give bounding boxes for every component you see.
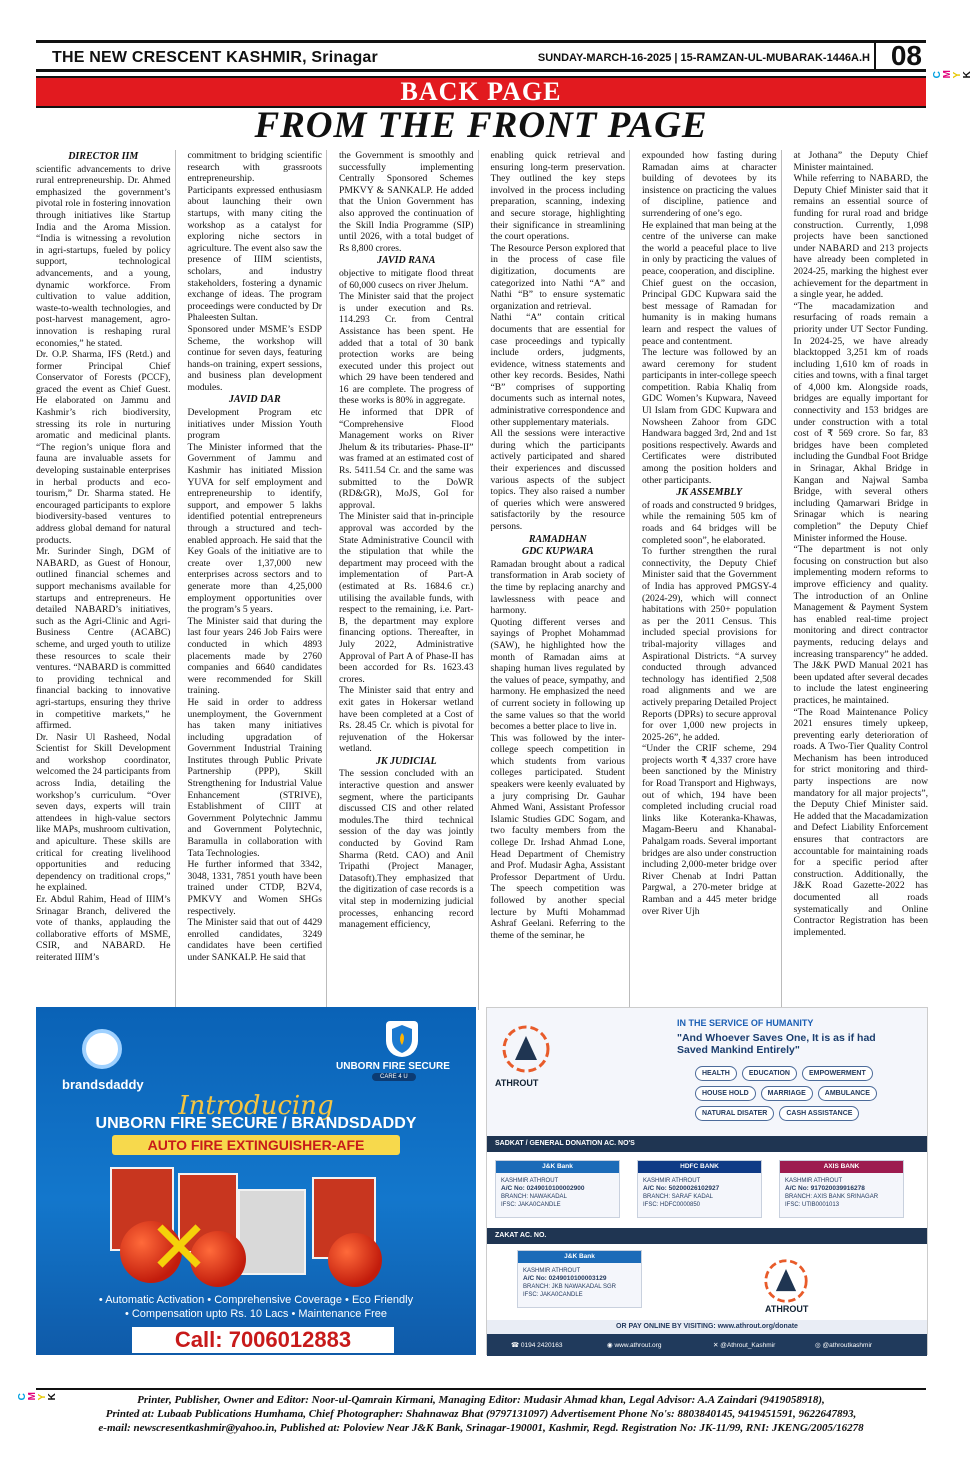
phone-icon: ☎ — [511, 1342, 521, 1349]
article-subhead: GDC KUPWARA — [521, 546, 594, 558]
ad-product: AUTO FIRE EXTINGUISHER-AFE — [112, 1135, 400, 1155]
imprint-line-2: Printed at: Lubaab Publications Humhama, Chief Photographer: Shahnawaz Bhat (9797131097) Advertisement Phone No's: 8803840145, 9419451591, 9622647893, — [105, 1408, 857, 1420]
article-columns — [36, 150, 932, 1010]
product-box — [238, 1189, 306, 1275]
article-paragraph: enabling quick retrieval and ensuring long-term preservation. They outlined the key steps involved in the process including preparation, scanning, indexing and secure storage, highlighting their significance in streamlining the court operations. — [490, 150, 625, 243]
article-subhead: JAVID DAR — [228, 394, 281, 406]
article-paragraph: All the sessions were interactive during which the participants actively participated and shared their experiences and discussed various aspects of the subject topics. They also raised a number of queries which were answered satisfactorily by the resource persons. — [490, 428, 625, 532]
article-subhead: JK JUDICIAL — [375, 755, 437, 767]
zakat-ifsc: IFSC: JAKA0CANDLE — [523, 1292, 583, 1298]
paper-name: THE NEW CRESCENT KASHMIR, Srinagar — [52, 49, 378, 66]
ad-partner: UNBORN FIRE SECURE — [336, 1061, 450, 1072]
article-paragraph: He further informed that 3342, 3048, 1331, 7851 youth have been trained under CTDP, B2V4, PMKVY and Women SHGs respectively. — [187, 859, 322, 917]
athrout-service-line: IN THE SERVICE OF HUMANITY — [677, 1018, 814, 1028]
donate-link[interactable]: OR PAY ONLINE BY VISITING: www.athrout.org/donate — [487, 1320, 927, 1334]
section-title: FROM THE FRONT PAGE — [254, 105, 708, 146]
cmyk-m: M — [942, 70, 953, 79]
bank-card — [495, 1160, 620, 1218]
athrout-ad[interactable] — [486, 1007, 928, 1355]
article-paragraph: “The macadamization and resurfacing of roads remain a priority under UT Sector Funding. In 2024-25, we have already blacktopped 3,251 km of roads including 1,610 km of roads in cities and towns, with a final target of 4,000 km. Alongside roads, bridges are equally important for connectivity and 153 bridges are under construction with a total cost of ₹ 569 crore. So far, 83 bridges have been completed including the Gundbal Foot Bridge in Srinagar, Akhal Bridge in Kangan and Najwal Samba Bridge, with several others including Qamarwari Bridge in Srinagar which is nearing completion” the Deputy Chief Minister informed the House. — [793, 300, 928, 544]
athrout-quote: "And Whoever Saves One, It is as if had Saved Mankind Entirely" — [677, 1032, 876, 1056]
cmyk-y-bottom: Y — [37, 1393, 48, 1401]
article-subhead: JK ASSEMBLY — [676, 487, 743, 499]
service-chip: HOUSE HOLD — [695, 1086, 756, 1101]
service-chip: MARRIAGE — [761, 1086, 813, 1101]
article-paragraph: Development Program etc initiatives under Mission Youth program — [187, 407, 322, 442]
zakat-account-name: KASHMIR ATHROUT — [523, 1268, 581, 1274]
zakat-bank-name: J&K Bank — [518, 1251, 641, 1263]
section-banner-text: BACK PAGE — [400, 77, 562, 106]
x-social-icon: ✕ — [713, 1342, 721, 1349]
article-paragraph: While referring to NABARD, the Deputy Chief Minister said that it remains an essential source of funding for rural road and bridge construction. Currently, 1,098 projects have been sanctioned under NABARD and 213 projects have already been completed in 2024-25, marking the highest ever achievement for the department in a single year, he added. — [793, 173, 928, 301]
service-chip: HEALTH — [695, 1066, 737, 1081]
branch: BRANCH: AXIS BANK SRINAGAR — [785, 1194, 879, 1200]
account-number: A/C No: 917020039916278 — [785, 1185, 865, 1192]
cmyk-y: Y — [952, 71, 963, 79]
article-paragraph: This was followed by the inter-college speech competition in which students from various colleges participated. Student speakers were keenly evaluated by a jury comprising Dr. Gauhar Ahmed Wani, Assistant Professor Islamic Studies GDC Sogam, and two faculty members from the college Dr. Irshad Ahmad Lone, Head Department of Chemistry and Prof. Mudasir Agha, Assistant Professor Department of Urdu. The speech competition was followed by another special lecture by Mufti Mohammad Ashraf Geelani. Referring to the theme of the seminar, he — [490, 732, 625, 941]
product-image — [106, 1167, 406, 1291]
ad-intro: Introducing — [178, 1091, 334, 1121]
service-chip: EMPOWERMENT — [802, 1066, 873, 1081]
service-chip: EDUCATION — [742, 1066, 797, 1081]
article-paragraph: Quoting different verses and sayings of Prophet Mohammad (SAW), he highlighted how the month of Ramadan aims at shaping human lives regulated by the values of peace, sympathy, and harmony. He emphasized the need of current society in following up the same values so that the world becomes a better place to live in. — [490, 616, 625, 733]
article-paragraph: objective to mitigate flood threat of 60,000 cusecs on river Jhelum. — [339, 267, 474, 291]
shield-icon — [386, 1021, 418, 1057]
athrout-header — [487, 1008, 927, 1136]
athrout-brand-bottom: ATHROUT — [765, 1304, 809, 1314]
ad-partner-tag: CARE 4 U — [372, 1073, 416, 1081]
article-paragraph: Sponsored under MSME’s ESDP Scheme, the workshop will continue for seven days, featuring hands-on training, expert sessions, and business plan development modules. — [187, 323, 322, 393]
service-list — [695, 1066, 915, 1121]
article-paragraph: He informed that DPR of “Comprehensive Flood Management works on River Jhelum & its tributaries- Phase-II” was framed at an estimated cost of Rs. 5411.54 Cr. and the same was submitted to the DoWR (RD&GR), MoJS, GoI for approval. — [339, 407, 474, 511]
article-column — [188, 150, 328, 1010]
bank-name: HDFC BANK — [638, 1161, 761, 1173]
service-chip: NATURAL DISATER — [695, 1106, 774, 1121]
service-chip: CASH ASSISTANCE — [779, 1106, 859, 1121]
extinguisher-ball-icon — [328, 1233, 382, 1287]
athrout-logo-icon — [763, 1258, 809, 1304]
page-number: 08 — [890, 40, 922, 71]
article-paragraph: He said in order to address unemployment, the Government has taken many initiatives including upgradation of Government Industrial Training Institutes through Public Private Partnership (PPP), Skill Strengthening for Industrial Value Enhancement (STRIVE), Establishment of CIIIT at Government Polytechnic Jammu and Government Polytechnic, Baramulla in collaboration with Tata Technologies. — [187, 696, 322, 859]
brandsdaddy-logo-icon — [82, 1029, 122, 1069]
cmyk-c: C — [932, 71, 943, 79]
article-paragraph: Ramadan brought about a radical transformation in Arab society of the time by replacing anarchy and lawlessness with peace and harmony. — [490, 558, 625, 617]
zakat-account-number: A/C No: 0249010100003129 — [523, 1275, 607, 1282]
article-paragraph: of roads and constructed 9 bridges, while the remaining 505 km of roads and 64 bridges will be completed soon”, he elaborated. — [642, 499, 777, 546]
article-column — [794, 150, 933, 1010]
imprint-footer — [36, 1388, 926, 1435]
ad-features-line-2: • Compensation upto Rs. 10 Lacs • Maintenance Free — [124, 1308, 388, 1320]
article-paragraph: Mr. Surinder Singh, DGM of NABARD, as Guest of Honour, outlined financial schemes and support mechanisms available for startups and entrepreneurs. He detailed NABARD’s initiatives, such as the Agri-Clinic and Agri-Business Centre (ACABC) scheme, and urged youth to utilize these resources to scale their ventures. “NABARD is committed to providing technical and financial backing to innovative agri-startups, ensuring they thrive in competitive markets,” he affirmed. — [36, 546, 171, 732]
masthead — [36, 40, 926, 72]
article-subhead: RAMADHAN — [528, 533, 587, 545]
bank-name: J&K Bank — [496, 1161, 619, 1173]
bank-name: AXIS BANK — [780, 1161, 903, 1173]
article-paragraph: The Minister informed that the Government of Jammu and Kashmir has initiated Mission YUVA for self employment and entrepreneurship to identify, support, and empower 5 lakhs identified potential entrepreneurs through a structured and tech- enabled approach. He said that the Key Goals of the initiative are to create over 1,37,000 new enterprises across sectors and to generate more than 4,25,000 employment opportunities over the program’s 5 years. — [187, 441, 322, 616]
article-column — [491, 150, 631, 1010]
zakat-branch: BRANCH: JKB NAWAKADAL SGR — [523, 1284, 617, 1290]
article-paragraph: “The Road Maintenance Policy 2021 ensures timely upkeep, preventing early deterioration of roads. A Two-Tier Quality Control Mechanism has been introduced for strict monitoring and third-party inspections are now mandatory for all major projects”, the Deputy Chief Minister said. He added that the Macadamization and Defect Liability Enforcement ensures that contractors are accountable for maintaining roads for a specific period after construction. Additionally, the J&K Road Gazette-2022 has documented all roads systematically and Online Contractor Registration has been implemented. — [793, 706, 928, 938]
article-paragraph: The Minister said that during the last four years 246 Job Fairs were conducted in which 4893 placements made by 2760 companies and 6640 candidates were recommended for Skill training. — [187, 615, 322, 697]
contact-item[interactable] — [713, 1341, 775, 1349]
article-subhead: JAVID RANA — [377, 255, 436, 267]
article-paragraph: Dr. O.P. Sharma, IFS (Retd.) and former Principal Chief Conservator of Forests (PCCF), graced the event as Chief Guest. He elaborated on Jammu and Kashmir’s rich biodiversity, stressing its role in nurturing aromatic and medicinal plants. “The region’s unique flora and fauna are invaluable assets for developing sustainable enterprises in herbal products and eco-tourism,” Dr. Sharma stated. He encouraged participants to explore biodiversity-based ventures to address global demand for natural products. — [36, 349, 171, 546]
ifsc: IFSC: JAKA0CANDLE — [501, 1202, 561, 1208]
page-number-divider — [874, 43, 876, 69]
ad-features — [36, 1293, 476, 1321]
article-paragraph: Er. Abdul Rahim, Head of IIIM’s Srinagar Branch, delivered the vote of thanks, applauding the collaborative efforts of MSME, CSIR, and NABARD. He reiterated IIIM’s — [36, 894, 171, 963]
article-paragraph: The lecture was followed by an award ceremony for student participants in inter-college speech competition. Rabia Khaliq from GDC Women’s Kupwara, Naveed Ul Islam from GDC Kupwara and Nowsheen Zahoor from GDC Handwara bagged 3rd, 2nd and 1st positions respectively. Awards and Certificates were distributed among the position holders and other participants. — [642, 347, 777, 486]
article-paragraph: The Resource Person explored that in the process of case file digitization, documents are categorized into Nathi “A” and Nathi “B” to ensure systematic organization and retrieval. — [490, 242, 625, 312]
article-column — [339, 150, 479, 1010]
ifsc: IFSC: UTIB0001013 — [785, 1202, 840, 1208]
article-column — [36, 150, 176, 1010]
ad-headline: UNBORN FIRE SECURE / BRANDSDADDY — [95, 1115, 417, 1132]
article-paragraph: Participants expressed enthusiasm about launching their own startups, with many citing the workshop as a catalyst for exploring niche sectors in agriculture. The event also saw the presence of IIIM scientists, scholars, and industry stakeholders, fostering a dynamic exchange of ideas. The program proceedings were conducted by Dr Phaleesten Sultan. — [187, 184, 322, 324]
zakat-label: ZAKAT AC. NO. — [487, 1228, 927, 1244]
article-paragraph: “Under the CRIF scheme, 294 projects worth ₹ 4,337 crore have been sanctioned by the Ministry for Road Transport and Highways, out of which, 194 have been completed including crucial road links like Koteranka-Khawas, Magam-Beeru and Khanabal-Pahalgam roads. Several important bridges are also under construction including 2,000-meter bridge over River Chenab at Indri Pattan Pargwal, a 270-meter bridge at Ramban and a 445 meter bridge over River Ujh — [642, 743, 777, 917]
article-paragraph: The Minister said that out of 4429 enrolled candidates, 3249 candidates have been certified under SANKALP. He said that — [187, 917, 322, 963]
zakat-bank-card — [517, 1250, 642, 1308]
account-number: A/C No: 50200026102927 — [643, 1185, 720, 1192]
ad-brand: brandsdaddy — [62, 1077, 144, 1092]
account-name: KASHMIR ATHROUT — [643, 1178, 701, 1184]
sadkat-label: SADKAT / GENERAL DONATION AC. NO'S — [487, 1136, 927, 1152]
contact-item[interactable] — [815, 1341, 872, 1349]
bank-card — [779, 1160, 904, 1218]
article-paragraph: commitment to bridging scientific research with grassroots entrepreneurship. — [187, 150, 322, 185]
article-paragraph: The Minister said that the project is under execution and Rs. 114.293 Cr. from Central Assistance has been spent. He added that a total of 30 bank protection works are being executed under this project out which 29 have been tendered and 16 are complete. The progress of these works is 80% in aggregate. — [339, 291, 474, 407]
cmyk-k-bottom: K — [47, 1393, 58, 1401]
instagram-icon: ◎ — [815, 1342, 823, 1349]
article-paragraph: scientific advancements to drive rural entrepreneurship. Dr. Ahmed emphasized the government’s pivotal role in fostering innovation through initiatives like Startup India and the Aroma Mission. “India is witnessing a revolution in agri-startups, fueled by policy support, technological advancements, and a young, dynamic workforce. From cultivation to value addition, waste-to-wealth technologies, and post-harvest management, agro-innovation is reshaping rural economies,” he stated. — [36, 163, 171, 349]
athrout-logo-icon — [501, 1024, 551, 1074]
cmyk-c-bottom: C — [17, 1393, 28, 1401]
contact-item[interactable] — [511, 1341, 562, 1349]
ad-features-line-1: • Automatic Activation • Comprehensive Coverage • Eco Friendly — [98, 1294, 414, 1306]
fire-extinguisher-ad[interactable] — [36, 1007, 476, 1355]
bank-card — [637, 1160, 762, 1218]
article-paragraph: The session concluded with an interactive question and answer segment, where the participants discussed CIS and other related modules.The third technical session of the day was jointly conducted by Govind Ram Sharma (Retd. CAO) and Anil Tripathi (Project Manager, Datasoft).They emphasized that the digitization of case records is a vital step in modernizing judicial processes, enhancing record management efficiency, — [339, 768, 474, 931]
article-paragraph: The Minister said that in-principle approval was accorded by the State Administrative Council with the stipulation that while the department may proceed with the implementation of Part-A (estimated at Rs. 1684.6 cr.) utilising the available funds, with respect to the remaining, i.e. Part-B, the department may explore financing options. Thereafter, in July 2022, Administrative Approval of Part A of Phase-II has been accorded for Rs. 1623.43 crores. — [339, 511, 474, 685]
account-name: KASHMIR ATHROUT — [785, 1178, 843, 1184]
article-paragraph: He explained that man being at the centre of the universe can make the world a peaceful place to live in only by practicing the values of peace, cooperation, and discipline. — [642, 219, 777, 277]
branch: BRANCH: NAWAKADAL — [501, 1194, 567, 1200]
article-column — [642, 150, 782, 1010]
cross-icon: ✕ — [148, 1205, 211, 1291]
cmyk-marks-top — [933, 70, 973, 78]
contact-text: @athroutkashmir — [822, 1342, 873, 1349]
article-paragraph: the Government is smoothly and successfully implementing Centrally Sponsored Schemes PMKVY & SANKALP. He added that the Union Government has also approved the continuation of the Skill India Programme (SIP) until 2026, with a total budget of Rs 8,800 crores. — [339, 150, 474, 254]
branch: BRANCH: SARAF KADAL — [643, 1194, 714, 1200]
article-paragraph: To further strengthen the rural connectivity, the Deputy Chief Minister said that the Government of India has approved PMGSY-4 (2024-29), which will connect habitations with 250+ population as per the 2011 Census. This included special provisions for tribal-majority villages and Aspirational Districts. “A survey conducted through advanced technology has identified 2,508 road alignments and we are actively preparing Detailed Project Reports (DPRs) to secure approval for over 1,000 new projects in 2025-26”, he added. — [642, 546, 777, 743]
account-number: A/C No: 0249010100002900 — [501, 1185, 585, 1192]
contact-text: 0194 2420163 — [520, 1342, 563, 1349]
article-paragraph: Chief guest on the occasion, Principal GDC Kupwara said the best message of Ramadan for humanity is in making humans learn and respect the values of peace and contentment. — [642, 277, 777, 347]
cmyk-k: K — [962, 71, 973, 79]
article-paragraph: at Jothana” the Deputy Chief Minister maintained. — [793, 150, 928, 173]
ifsc: IFSC: HDFC0000850 — [643, 1202, 701, 1208]
date-line: SUNDAY-MARCH-16-2025 | 15-RAMZAN-UL-MUBARAK-1446A.H — [537, 52, 870, 64]
athrout-brand: ATHROUT — [495, 1078, 539, 1088]
contact-text: www.athrout.org — [614, 1342, 662, 1349]
globe-icon: ◉ — [607, 1342, 615, 1349]
ad-call-number[interactable]: Call: 7006012883 — [132, 1327, 394, 1353]
imprint-line-3: e-mail: newscresentkashmir@yahoo.in, Published at: Poloview Near J&K Bank, Srinagar-190001, Kashmir, Regd. Registration No: JK-11/99, RNI: JKENG/2005/16278 — [98, 1422, 864, 1434]
imprint-line-1: Printer, Publisher, Owner and Editor: Noor-ul-Qamrain Kirmani, Managing Editor: Mudasir Ahmad khan, Legal Advisor: A.A Zaindari (9419058918), — [137, 1394, 825, 1406]
service-chip: AMBULANCE — [818, 1086, 877, 1101]
cmyk-m-bottom: M — [27, 1392, 38, 1401]
article-paragraph: expounded how fasting during Ramadan aims at character building of devotees by its insistence on practicing the values of discipline, patience and surrendering of one’s ego. — [642, 150, 777, 219]
article-subhead: DIRECTOR IIM — [68, 151, 139, 162]
article-paragraph: Nathi “A” contain critical documents that are essential for case proceedings and typically include orders, judgments, evidence, witness statements and other key records. Besides, Nathi “B” comprises of supporting documents such as internal notes, administrative correspondence and other supplementary materials. — [490, 312, 625, 428]
account-name: KASHMIR ATHROUT — [501, 1178, 559, 1184]
contact-text: @Athrout_Kashmir — [720, 1342, 776, 1349]
contact-bar — [487, 1334, 927, 1356]
article-paragraph: Dr. Nasir Ul Rasheed, Nodal Scientist for Skill Development and workshop coordinator, welcomed the 24 participants from across India, detailing the workshop’s curriculum. “Over seven days, experts will train attendees in high-value sectors like MAPs, mushroom cultivation, and apiculture. These skills are critical for creating livelihood opportunities and reducing dependency on traditional crops,” he explained. — [36, 731, 171, 894]
article-paragraph: “The department is not only focusing on construction but also implementing modern reforms to improve efficiency and quality. The introduction of an Online Management & Payment System has enabled real-time project monitoring and direct contractor payments, reducing delays and increasing transparency” he added. The J&K PWD Manual 2021 has been updated after several decades to include the latest engineering practices, he maintained. — [793, 544, 928, 706]
contact-item[interactable] — [607, 1341, 661, 1349]
article-paragraph: The Minister said that entry and exit gates in Hokersar wetland have been completed at a Cost of Rs. 28.45 Cr. which is pivotal for rejuvenation of the Hokersar wetland. — [339, 685, 474, 755]
